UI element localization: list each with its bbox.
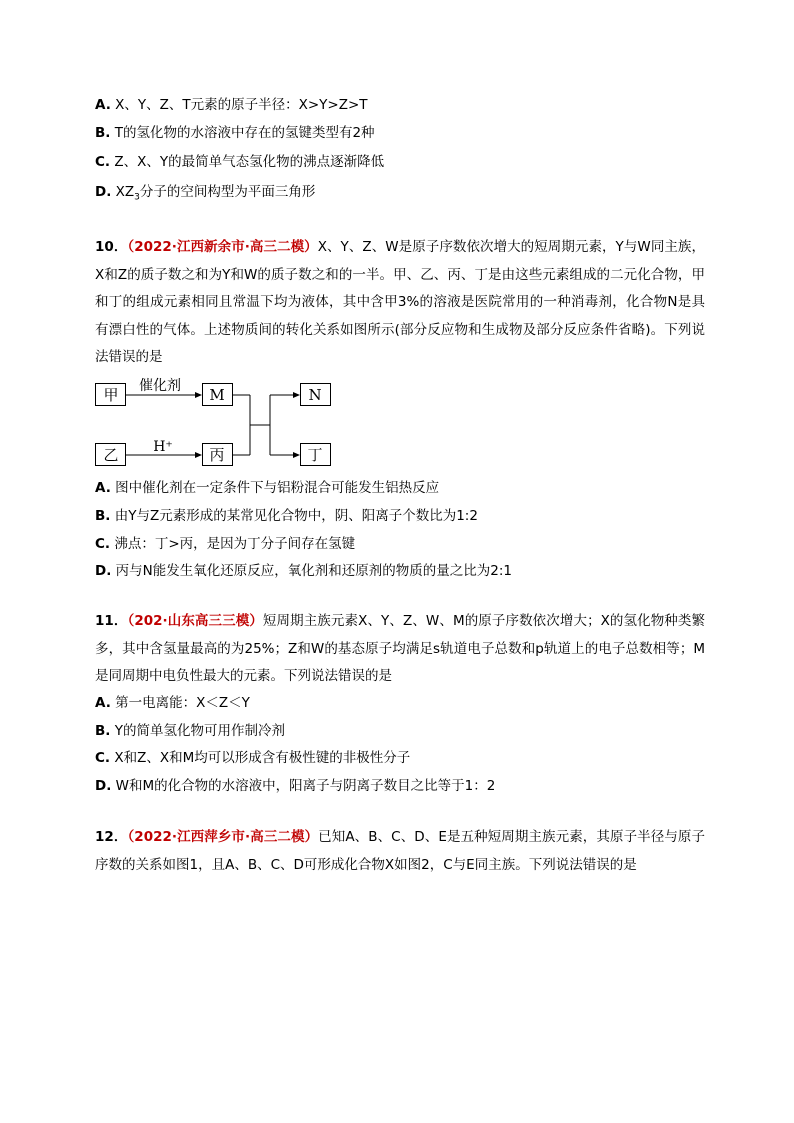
option-text: W和M的化合物的水溶液中，阳离子与阴离子数目之比等于1：2 <box>115 778 496 794</box>
label-h-plus: H⁺ <box>153 439 173 455</box>
option-text: X、Y、Z、T元素的原子半径：X>Y>Z>T <box>115 97 368 113</box>
option-text: Z、X、Y的最简单气态氢化物的沸点逐渐降低 <box>114 154 385 170</box>
label-yi: 乙 <box>103 446 119 464</box>
option-letter: B. <box>95 723 111 739</box>
q9-option-c <box>95 152 384 172</box>
label-m: M <box>209 386 225 404</box>
option-letter: D. <box>95 184 112 200</box>
question-number: 10． <box>95 239 128 255</box>
q9-option-a <box>95 95 368 115</box>
reaction-diagram <box>95 375 335 475</box>
q11-option-d <box>95 776 495 796</box>
option-text: T的氢化物的水溶液中存在的氢键类型有2种 <box>114 125 375 141</box>
q10-stem <box>95 234 705 372</box>
q11-option-a <box>95 693 250 713</box>
option-text: 由Y与Z元素形成的某常见化合物中，阴、阳离子个数比为1:2 <box>114 508 478 524</box>
option-text: 丙与N能发生氧化还原反应，氧化剂和还原剂的物质的量之比为2:1 <box>115 563 512 579</box>
option-letter: A. <box>95 480 111 496</box>
label-bing: 丙 <box>209 446 225 464</box>
option-letter: B. <box>95 125 111 141</box>
q11-option-c <box>95 748 410 768</box>
option-text: 图中催化剂在一定条件下与铝粉混合可能发生铝热反应 <box>115 480 440 496</box>
option-letter: D. <box>95 778 112 794</box>
option-letter: C. <box>95 536 111 552</box>
option-text: X和Z、X和M均可以形成含有极性键的非极性分子 <box>114 750 411 766</box>
question-number: 12． <box>95 829 128 845</box>
q9-option-b <box>95 123 375 143</box>
q12-stem <box>95 824 705 879</box>
option-text: 沸点：丁>丙，是因为丁分子间存在氢键 <box>114 536 356 552</box>
question-number: 11． <box>95 613 128 629</box>
q9-option-d <box>95 182 315 208</box>
label-ding: 丁 <box>307 446 323 464</box>
q10-option-b <box>95 506 478 526</box>
option-letter: A. <box>95 97 111 113</box>
question-source: （2022·江西萍乡市·高三二模） <box>127 829 319 845</box>
question-text: 短周期主族元素X、Y、Z、W、M的原子序数依次增大；X的氢化物种类繁多，其中含氢量最高的为25%；Z和W的基态原子均满足s轨道电子总数和p轨道上的电子总数相等；M是同周期中电负性最大的元素。下列说法错误的是 <box>95 613 705 684</box>
q11-stem <box>95 608 705 691</box>
q10-option-c <box>95 534 355 554</box>
option-text: 分子的空间构型为平面三角形 <box>139 184 316 200</box>
option-letter: B. <box>95 508 111 524</box>
question-source: （202·山东高三三模） <box>127 613 263 629</box>
formula-subscript: 3 <box>134 192 140 203</box>
option-letter: A. <box>95 695 111 711</box>
option-letter: C. <box>95 750 111 766</box>
formula-xz: XZ <box>115 184 135 200</box>
question-source: （2022·江西新余市·高三二模） <box>127 239 318 255</box>
option-letter: D. <box>95 563 112 579</box>
question-text: X、Y、Z、W是原子序数依次增大的短周期元素，Y与W同主族，X和Z的质子数之和为Y和W的质子数之和的一半。甲、乙、丙、丁是由这些元素组成的二元化合物，甲和丁的组成元素相同且常温下均为液体，其中含甲3%的溶液是医院常用的一种消毒剂，化合物N是具有漂白性的气体。上述物质间的转化关系如图所示(部分反应物和生成物及部分反应条件省略)。下列说法错误的是 <box>95 239 705 365</box>
q11-option-b <box>95 721 285 741</box>
option-text: Y的简单氢化物可用作制冷剂 <box>114 723 285 739</box>
label-jia: 甲 <box>103 386 119 404</box>
q10-option-d <box>95 561 512 581</box>
option-letter: C. <box>95 154 111 170</box>
q10-option-a <box>95 478 439 498</box>
label-n: N <box>308 386 322 404</box>
option-text: 第一电离能：X＜Z＜Y <box>115 695 250 711</box>
label-catalyst: 催化剂 <box>139 378 181 394</box>
question-text: 已知A、B、C、D、E是五种短周期主族元素，其原子半径与原子序数的关系如图1，且A、B、C、D可形成化合物X如图2，C与E同主族。下列说法错误的是 <box>95 829 705 873</box>
